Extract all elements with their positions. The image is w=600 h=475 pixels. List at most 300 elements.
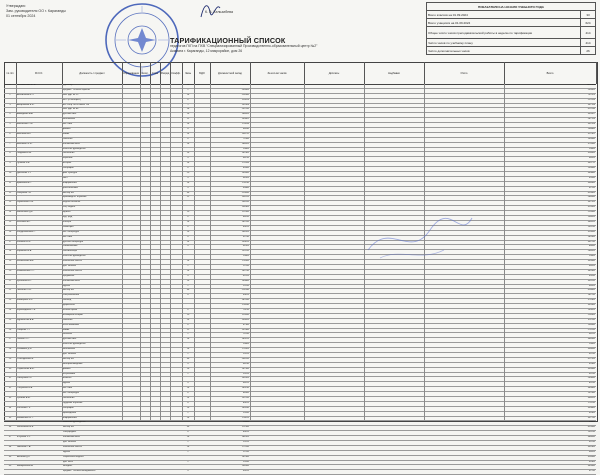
cell-name [17,245,61,249]
cell-salary: 67340 [242,323,249,326]
column-divider [170,84,171,420]
cell-total: 139080 [587,167,595,170]
cell-name: Мухамедиева С.Б. [17,308,36,311]
cell-total: 45740 [588,441,595,444]
cell-name: Уразова А.М. [17,397,31,399]
cell-hours: 18 [186,269,190,272]
cell-subject: русский язык [63,113,77,116]
cell-total: 45300 [588,460,595,463]
cell-subject: зам. дир. по УР [63,93,79,96]
cell-salary: 20000 [242,255,249,258]
column-header: Образование [122,62,141,84]
cell-no: 25 [8,318,12,321]
cell-subject: методист [63,465,73,468]
column-divider [140,84,141,420]
cell-total: 390880 [587,172,595,175]
cell-total: 356460 [587,181,595,184]
cell-no: 10 [8,172,12,175]
cell-subject: директор [63,84,73,86]
cell-subject: каз. литература [63,392,80,395]
cell-salary: 210450 [241,191,249,194]
cell-total: 91760 [588,186,595,189]
cell-hours: 12 [186,118,190,121]
cell-no: 22 [8,289,12,292]
cell-subject: худ. труд [63,216,73,219]
cell-name: Жакупова Г.Б. [17,191,32,194]
cell-total: 290640 [587,377,595,380]
cell-hours: 8 [187,128,189,131]
cell-hours: 16 [186,113,190,116]
cell-no [5,206,15,210]
cell-salary: 91230 [242,235,249,238]
cell-salary: 143662 [241,118,249,121]
cell-no [5,333,15,337]
cell-subject: математика [63,348,75,351]
cell-total: 335080 [587,367,595,370]
cell-subject: биология [63,318,73,321]
cell-subject: предмет "Особые отрасли" [63,88,91,91]
cell-hours: 6 [187,216,189,219]
cell-hours: 2 [187,264,189,267]
cell-total: 329040 [587,230,595,233]
cell-total: 324680 [587,455,595,458]
summary-value: 414 [581,39,596,47]
cell-subject: основы права [63,308,78,311]
cell-name: Кожахметова Г.С. [17,269,35,272]
cell-no [5,324,15,328]
cell-total: 20000 [588,343,595,346]
cell-subject: робототехника [63,186,78,189]
cell-subject: физика [63,367,71,370]
cell-salary: 132410 [241,250,249,253]
cell-hours: 10 [186,211,190,214]
cell-salary: 177650 [241,445,249,448]
cell-total: 393080 [587,465,595,468]
cell-salary: 169880 [241,279,249,282]
cell-subject: геометрия [63,225,74,228]
cell-hours: 36 [186,357,190,360]
cell-no: 34 [8,406,12,409]
column-divider [182,84,183,420]
cell-salary: 178870 [241,416,249,419]
cell-hours [183,304,193,308]
cell-name [17,304,61,308]
cell-total: 90240 [588,274,595,277]
cell-no [5,99,15,103]
cell-name [17,275,61,279]
cell-salary: 184320 [241,436,249,439]
cell-subject: ист. собр. на сеттинге "Ил" [63,103,90,106]
cell-no: 37 [8,436,12,439]
cell-total: 226900 [587,313,595,316]
summary-value: 26 [581,47,596,55]
cell-hours: 2 [187,333,189,336]
signer-name: К. В. Кельзибева [205,10,233,14]
cell-no: 24 [8,308,12,311]
cell-no [5,421,15,425]
summary-value: 414 [581,27,596,39]
cell-name [17,265,61,269]
cell-no [5,363,15,367]
cell-name [17,226,61,230]
cell-subject: русский язык [63,338,77,341]
cell-name [17,148,61,152]
cell-name: Калиева Н.Ж. [17,240,31,243]
cell-salary: 158731 [241,132,249,135]
cell-name: Омарова Г.Т. [17,328,31,331]
cell-no [5,343,15,347]
cell-hours: 18 [186,93,190,96]
cell-total: 1011483 [586,84,595,86]
cell-total: 353080 [587,260,595,263]
cell-subject: кружок [63,450,70,453]
cell-salary: 179320 [241,348,249,351]
cell-name [17,412,61,416]
column-divider [504,84,505,420]
cell-salary: 22870 [242,372,249,375]
cell-name [17,196,61,200]
cell-salary: 22870 [242,352,249,355]
cell-salary: 180230 [241,387,249,390]
cell-no [5,187,15,191]
cell-salary: 214330 [241,289,249,292]
cell-subject: каз. язык [63,235,73,238]
cell-name [17,285,61,289]
cell-no [5,255,15,259]
cell-hours: 18 [186,260,190,263]
cell-no: 15 [8,220,12,223]
cell-total: 136820 [587,216,595,219]
cell-no [5,304,15,308]
cell-subject: классное руководство [63,421,86,424]
cell-salary: 195440 [241,172,249,175]
cell-subject: начальные классы [63,260,82,263]
cell-subject: социальный педагог [63,455,84,458]
cell-subject: технология [63,397,75,399]
cell-name: Жумабаева К.М. [17,201,34,204]
cell-no: 32 [8,387,12,390]
cell-name: Сагындыкова М. [17,357,34,360]
cell-no: 30 [8,367,12,370]
cell-subject: мастер п/о [63,426,74,429]
column-header: Коэфф. [170,62,183,84]
cell-total: 324600 [587,152,595,155]
cell-hours: 18 [186,84,190,86]
cell-no [5,118,15,122]
cell-salary: 119413 [241,98,249,101]
cell-subject: начальные классы [63,269,82,272]
cell-no: 18 [8,250,12,253]
cell-hours [183,206,193,210]
column-divider [150,84,151,420]
cell-no [5,226,15,230]
cell-name: Серикбаева А.Ж. [17,367,35,370]
cell-name [17,118,61,122]
summary-label: Число дополнительных часов [427,47,581,55]
cell-salary: 45870 [242,470,249,473]
cell-name: Кусаинова Б.Т. [17,279,33,282]
cell-subject: кружок [63,284,70,287]
cell-hours: 10 [186,313,190,316]
cell-hours: 18 [186,348,190,351]
cell-total: 91740 [588,470,595,473]
cell-no [5,275,15,279]
cell-subject: биология [63,137,73,140]
cell-name [17,108,61,112]
cell-salary: 150870 [241,240,249,243]
cell-no [5,245,15,249]
cell-name [17,255,61,259]
summary-label: Всего классов на 01.09.2024 [427,11,581,19]
cell-total: 312600 [587,206,595,209]
cell-name: Кабдрахманова С. [17,230,36,233]
cell-total: 134680 [587,323,595,326]
cell-subject: мастер п/о [63,191,74,194]
cell-name [17,294,61,298]
cell-no: 11 [8,181,12,184]
cell-no: 29 [8,357,12,360]
cell-subject: логопед [63,299,72,302]
cell-no: 21 [8,279,12,282]
column-header: Надбавки [364,62,425,84]
cell-subject: трудовое обучение [63,401,83,404]
cell-total: 89740 [588,382,595,385]
cell-salary: 176430 [241,304,249,307]
cell-name: Бекенова Ж.Ж. [17,142,33,145]
cell-hours: 36 [186,191,190,194]
cell-subject: библиотекарь [63,250,78,253]
cell-no [5,461,15,465]
cell-no: 19 [8,260,12,263]
cell-hours: 4 [187,157,189,160]
cell-hours: 4 [187,186,189,189]
cell-salary: 134220 [241,196,249,199]
cell-hours: 8 [187,294,189,297]
cell-salary: 69870 [242,225,249,228]
cell-salary: 46320 [242,176,249,179]
cell-salary: 155620 [241,318,249,321]
cell-subject: каз. язык [63,123,73,126]
cell-no [5,89,15,93]
cell-no [5,108,15,112]
cell-hours: 18 [186,181,190,184]
cell-total: 20000 [588,147,595,150]
cell-name [17,382,61,386]
cell-no: 28 [8,348,12,351]
summary-label: Всего учащихся на 01.09.2024 [427,19,581,27]
cell-hours: 16 [186,279,190,282]
approval-line-2: Зам. руководителя ОО г. Караганды [6,9,66,14]
cell-name: Мамырова Ж.К. [17,299,34,302]
cell-no [5,431,15,435]
cell-no: 23 [8,299,12,302]
cell-salary: 22870 [242,441,249,444]
cell-salary: 255010 [241,84,249,86]
cell-subject: предшкола [63,274,75,277]
cell-no [5,441,15,445]
cell-salary: 182310 [241,220,249,223]
cell-subject: зам. дир. по ВР [63,108,79,111]
cell-subject: химия [63,328,70,331]
cell-subject: ИКТ (в электрон.) [63,98,81,101]
cell-total: 45300 [588,411,595,414]
cell-hours: 16 [186,367,190,370]
cell-hours: 6 [187,308,189,311]
cell-salary: 132549 [241,103,249,106]
cell-total: 364620 [587,220,595,223]
cell-salary: 162300 [241,152,249,155]
cell-total: 368640 [587,436,595,439]
cell-subject: география [63,406,74,409]
cell-no [5,382,15,386]
cell-salary: 196540 [241,465,249,468]
cell-salary: 198760 [241,201,249,204]
cell-no [5,236,15,240]
cell-no [5,167,15,171]
column-header: Доплаты [304,62,365,84]
cell-subject: каз. язык [63,387,73,390]
cell-subject: вожатая [63,377,72,380]
cell-subject: история [63,162,72,165]
cell-hours: 6 [187,225,189,228]
cell-no: 17 [8,240,12,243]
cell-total: 423080 [587,426,595,429]
cell-name [17,177,61,181]
cell-subject: НВП [63,176,68,179]
cell-salary: 167540 [241,367,249,370]
cell-hours: 18 [186,387,190,390]
cell-hours [183,343,193,347]
cell-subject: география [63,167,74,170]
cell-salary: 181230 [241,269,249,272]
cell-salary: 45880 [242,186,249,189]
cell-total: 137080 [587,392,595,395]
cell-hours: 2 [187,460,189,463]
cell-salary: 112540 [241,211,249,214]
cell-subject: естествознание [63,323,80,326]
cell-name: Хасенова Г.К. [17,406,31,409]
cell-total: 301740 [587,240,595,243]
cell-subject: классное руководство [63,343,86,346]
cell-hours: 18 [186,162,190,165]
cell-salary: 171856 [241,162,249,165]
cell-name [17,157,61,161]
cell-total: 44620 [588,450,595,453]
cell-total: 357740 [587,416,595,419]
cell-total: 351268 [587,123,595,126]
cell-total: 317462 [587,132,595,135]
cell-salary: 175634 [241,123,249,126]
cell-salary: 156300 [241,206,249,209]
cell-subject: математика [63,118,75,121]
cell-no: 14 [8,211,12,214]
cell-name [17,343,61,347]
cell-salary: 45120 [242,274,249,277]
cell-subject: английский язык [63,436,80,439]
cell-no [5,216,15,220]
cell-name: Ермекова А.С. [17,181,32,184]
cell-subject: классное руководство [63,147,86,150]
cell-hours: 8 [187,235,189,238]
approval-line-1: Утверждаю: [6,4,26,8]
cell-total: 417520 [587,357,595,360]
cell-no: 38 [8,445,12,448]
cell-name [17,431,61,435]
cell-subject: классное руководство [63,255,86,258]
cell-hours: 36 [186,289,190,292]
cell-hours: 18 [186,108,190,111]
cell-name [17,89,61,93]
document-title: ТАРИФИКАЦИОННЫЙ СПИСОК [170,36,286,45]
cell-name [17,333,61,337]
cell-total: 44820 [588,284,595,287]
cell-total: 362460 [587,269,595,272]
cell-subject: доп. занятия [63,352,76,355]
cell-total: 287193 [587,118,595,121]
cell-no: 2 [9,93,11,96]
cell-no: 7 [9,142,11,145]
cell-name: Тлеубаева Н.А. [17,387,33,390]
cell-no [5,265,15,269]
cell-no: 35 [8,416,12,419]
table-body [4,84,596,475]
column-divider [304,84,305,420]
summary-label: Общее число часов преподавательской работы в неделю по тарификации [427,27,581,39]
cell-hours: 4 [187,176,189,179]
cell-total: 255000 [587,88,595,91]
cell-total: 96420 [588,157,595,160]
cell-no [5,285,15,289]
column-header: Катег. [140,62,151,84]
cell-no [5,392,15,396]
cell-name: Искакова А.Т. [17,220,31,223]
cell-hours: 12 [186,328,190,331]
column-header: Должность / предмет [62,62,123,84]
cell-name [17,324,61,328]
cell-total: 225080 [587,211,595,214]
cell-name [17,373,61,377]
cell-name: Гайдамак Е.А. [17,152,32,155]
cell-total: 179740 [587,401,595,404]
cell-salary: 162340 [241,455,249,458]
cell-name [17,461,61,465]
cell-hours: 18 [186,436,190,439]
cell-total: 360460 [587,387,595,390]
cell-name: Альтимбаева Ю.В. [17,84,36,86]
cell-salary: 68540 [242,392,249,395]
cell-name: Абенова Д.К. [17,455,31,458]
cell-no: 6 [9,132,11,135]
cell-subject: мастер п/о [63,289,74,292]
cell-no: 1 [9,84,11,86]
cell-hours: 14 [186,318,190,321]
cell-total: 372840 [587,142,595,145]
cell-name [17,167,61,171]
cell-hours: 4 [187,274,189,277]
cell-hours: 6 [187,323,189,326]
cell-subject: информатика [63,416,77,419]
column-header: За кол-во часов [250,62,305,84]
cell-salary: 208760 [241,357,249,360]
cell-name [17,402,61,406]
column-divider [62,84,63,420]
cell-subject: мастер п/о [63,357,74,360]
cell-salary: 20000 [242,343,249,346]
column-header: № п/п [4,62,17,84]
cell-total: 140420 [587,308,595,311]
cell-total: 428660 [587,289,595,292]
cell-total: 397148 [587,103,595,106]
